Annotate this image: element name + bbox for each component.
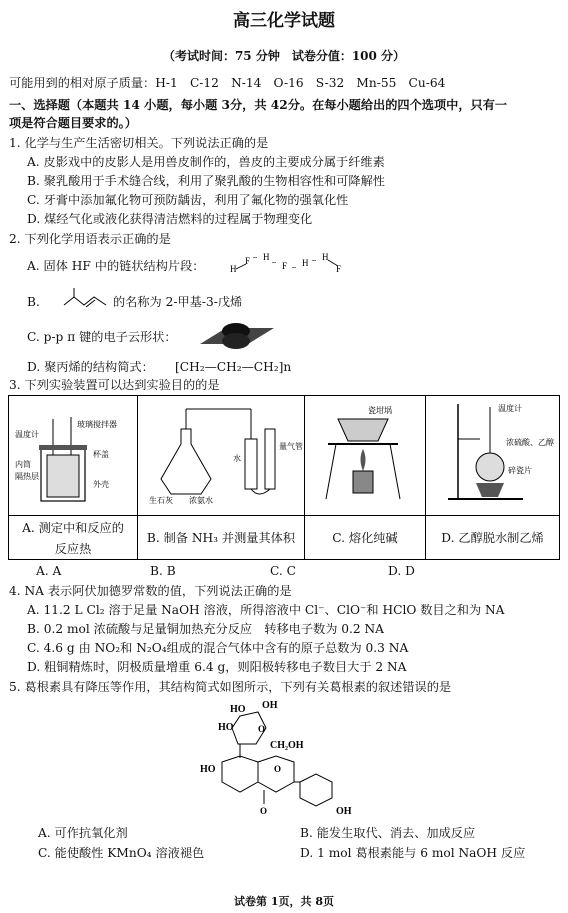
alkene-skeletal-structure — [62, 287, 112, 311]
svg-text:浓硫酸、乙醇: 浓硫酸、乙醇 — [505, 438, 554, 447]
svg-text:H: H — [263, 252, 270, 262]
svg-text:H: H — [230, 264, 237, 274]
caption-c: C. 熔化纯碱 — [305, 516, 426, 560]
section1-heading: 一、选择题（本题共 14 小题，每小题 3分，共 42分。在每小题给出的四个选项中，只有一 — [9, 98, 508, 112]
puerarin-structure — [200, 700, 370, 820]
caption-b: B. 制备 NH₃ 并测量其体积 — [138, 516, 305, 560]
page-title: 高三化学试题 — [233, 11, 335, 31]
caption-d: D. 乙醇脱水制乙烯 — [426, 516, 560, 560]
svg-text:水: 水 — [233, 454, 241, 463]
q2-option-d: D. 聚丙烯的结构简式： — [27, 360, 154, 374]
svg-text:╌: ╌ — [312, 257, 317, 265]
q4-option-d: D. 粗铜精炼时，阴极质量增重 6.4 g，则阳极转移电子数目大于 2 NA — [27, 660, 407, 674]
q5-option-c: C. 能使酸性 KMnO₄ 溶液褪色 — [38, 846, 205, 860]
q5-option-b: B. 能发生取代、消去、加成反应 — [300, 826, 476, 840]
svg-text:CH₂OH: CH₂OH — [270, 740, 304, 751]
q3-apparatus-table — [8, 395, 560, 560]
svg-text:碎瓷片: 碎瓷片 — [507, 466, 532, 475]
svg-text:F: F — [282, 261, 288, 271]
svg-text:╌: ╌ — [253, 254, 258, 262]
svg-text:内筒: 内筒 — [15, 460, 31, 469]
svg-text:H: H — [322, 252, 329, 262]
ethylene-apparatus-diagram — [428, 399, 558, 509]
svg-text:瓷坩埚: 瓷坩埚 — [368, 406, 392, 415]
svg-text:F: F — [336, 264, 342, 274]
svg-text:O: O — [274, 764, 282, 774]
svg-text:F: F — [245, 256, 251, 266]
exam-info: （考试时间：75 分钟 试卷分值：100 分） — [162, 49, 406, 63]
apparatus-d-cell — [426, 396, 560, 516]
q2-option-a: A. 固体 HF 中的链状结构片段： — [27, 259, 205, 273]
q3-option-d: D. D — [388, 564, 415, 578]
section1-heading-cont: 项是符合题目要求的。） — [9, 116, 137, 130]
svg-text:杯盖: 杯盖 — [93, 450, 109, 459]
svg-text:H: H — [302, 258, 309, 268]
q1-stem: 1. 化学与生产生活密切相关。下列说法正确的是 — [9, 136, 269, 150]
svg-text:O: O — [258, 724, 266, 734]
svg-text:OH: OH — [262, 700, 278, 711]
q1-option-d: D. 煤经气化或液化获得清洁燃料的过程属于物理变化 — [27, 212, 313, 226]
svg-text:外壳: 外壳 — [93, 480, 109, 489]
svg-text:玻璃搅拌器: 玻璃搅拌器 — [77, 420, 117, 429]
q2-option-b-label: B. — [27, 295, 40, 309]
q1-option-c: C. 牙膏中添加氟化物可预防龋齿，利用了氟化物的强氧化性 — [27, 193, 349, 207]
svg-text:量气管: 量气管 — [279, 442, 303, 451]
q2-option-b: 的名称为 2-甲基-3-戊烯 — [113, 295, 243, 309]
q3-option-b: B. B — [150, 564, 176, 578]
caption-a: A. 测定中和反应的 反应热 — [9, 516, 138, 560]
page-footer: 试卷第 1页，共 8页 — [234, 895, 334, 908]
q2-stem: 2. 下列化学用语表示正确的是 — [9, 232, 171, 246]
apparatus-b-cell — [138, 396, 305, 516]
svg-text:隔热层: 隔热层 — [15, 472, 39, 481]
svg-text:温度计: 温度计 — [15, 430, 39, 439]
q5-option-d: D. 1 mol 葛根素能与 6 mol NaOH 反应 — [300, 846, 526, 860]
atomic-masses: 可能用到的相对原子质量：H-1 C-12 N-14 O-16 S-32 Mn-55 Cu-64 — [9, 76, 446, 90]
svg-text:╌: ╌ — [272, 259, 277, 267]
calorimeter-diagram — [13, 399, 133, 509]
svg-text:HO: HO — [200, 764, 216, 775]
apparatus-c-cell — [305, 396, 426, 516]
q1-option-a: A. 皮影戏中的皮影人是用兽皮制作的，兽皮的主要成分属于纤维素 — [27, 155, 385, 169]
q4-stem: 4. NA 表示阿伏加德罗常数的值，下列说法正确的是 — [9, 584, 292, 598]
q3-option-c: C. C — [270, 564, 296, 578]
q5-option-a: A. 可作抗氧化剂 — [38, 826, 128, 840]
q3-option-a: A. A — [36, 564, 62, 578]
q4-option-b: B. 0.2 mol 浓硫酸与足量铜加热充分反应 转移电子数为 0.2 NA — [27, 622, 384, 636]
hf-chain-structure — [230, 250, 360, 280]
ammonia-apparatus-diagram — [141, 399, 301, 509]
svg-text:HO: HO — [218, 722, 234, 733]
svg-text:温度计: 温度计 — [497, 404, 522, 413]
q1-option-b: B. 聚乳酸用于手术缝合线，利用了聚乳酸的生物相容性和可降解性 — [27, 174, 385, 188]
q4-option-a: A. 11.2 L Cl₂ 溶于足量 NaOH 溶液，所得溶液中 Cl⁻、ClO⁻和 HClO 数目之和为 NA — [27, 603, 505, 617]
q2-option-c: C. p-p π 键的电子云形状： — [27, 330, 177, 344]
p-orbital-pi-bond-icon — [196, 322, 276, 350]
apparatus-a-cell — [9, 396, 138, 516]
svg-text:浓氨水: 浓氨水 — [189, 496, 213, 505]
q3-stem: 3. 下列实验装置可以达到实验目的的是 — [9, 378, 220, 392]
svg-text:OH: OH — [336, 806, 352, 817]
svg-text:O: O — [260, 806, 268, 816]
svg-text:╌: ╌ — [292, 264, 297, 272]
polypropylene-formula: [CH₂—CH₂—CH₂]n — [175, 360, 292, 374]
q4-option-c: C. 4.6 g 由 NO₂和 N₂O₄组成的混合气体中含有的原子总数为 0.3 NA — [27, 641, 409, 655]
q5-stem: 5. 葛根素具有降压等作用，其结构简式如图所示，下列有关葛根素的叙述错误的是 — [9, 680, 452, 694]
svg-text:HO: HO — [230, 704, 246, 715]
crucible-diagram — [308, 399, 422, 509]
svg-text:生石灰: 生石灰 — [149, 496, 173, 505]
